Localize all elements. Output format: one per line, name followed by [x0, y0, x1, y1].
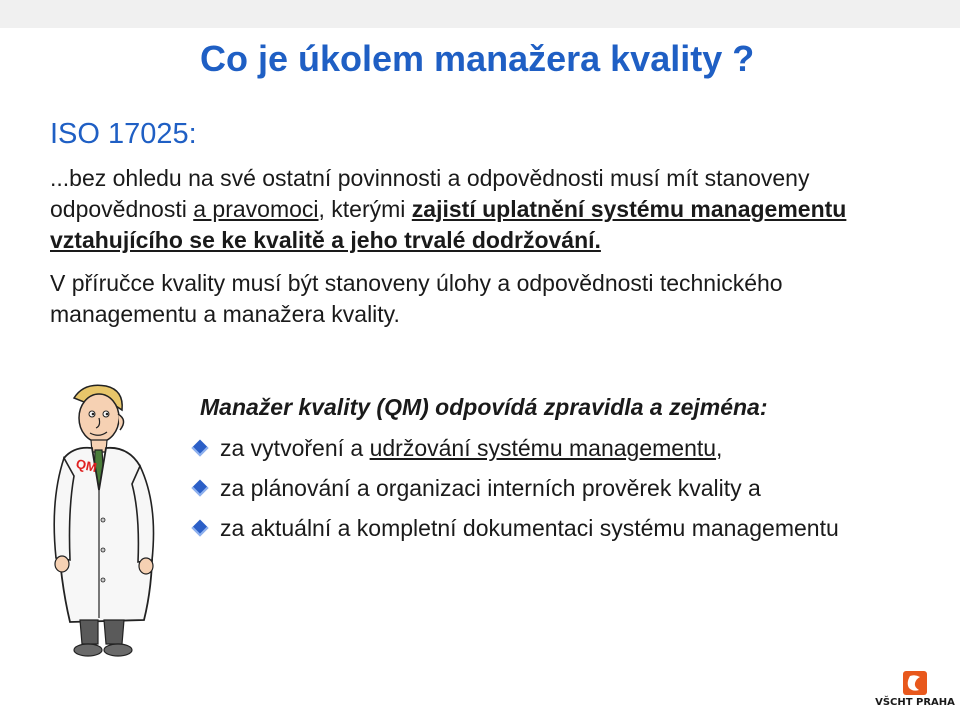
list-item-text: [220, 428, 722, 468]
diamond-bullet-icon: [192, 480, 209, 497]
qm-badge: QM: [74, 455, 99, 476]
vscht-logo-icon: [903, 671, 927, 695]
manual-paragraph: V příručce kvality musí být stanoveny úlohy a odpovědnosti technického managementu a manažera kvality.: [50, 270, 783, 327]
quote-text-underlined: a pravomoci: [193, 196, 319, 222]
quality-manager-illustration: [44, 380, 164, 665]
diamond-bullet-icon: [192, 440, 209, 457]
quote-text-2: , kterými: [318, 196, 412, 222]
quote-text-emphasis: zajistí uplatnění systému managementu vztahujícího se ke kvalitě a jeho trvalé dodržování.: [50, 196, 847, 253]
quality-manager-figure: [44, 380, 164, 665]
qm-responsibilities: [200, 392, 940, 548]
list-item: [200, 468, 940, 508]
quote-text-1: ...bez ohledu na své ostatní povinnosti a odpovědnosti musí mít stanoveny odpovědnosti: [50, 165, 810, 222]
top-bar: [0, 0, 960, 28]
list-item-text-part: za vytvoření a: [220, 435, 370, 461]
list-item-text: za aktuální a kompletní dokumentaci systému managementu: [220, 515, 839, 541]
diamond-bullet-icon: [192, 520, 209, 537]
qm-list: [200, 428, 940, 548]
logo-text: VŠCHT PRAHA: [875, 697, 955, 708]
iso-quote-paragraph: [50, 163, 930, 256]
list-item: [200, 508, 940, 548]
qm-heading: Manažer kvality (QM) odpovídá zpravidla a zejména:: [200, 394, 768, 420]
vscht-logo: [875, 671, 955, 709]
slide-title: Co je úkolem manažera kvality ?: [200, 38, 755, 79]
iso-label: ISO 17025:: [50, 118, 197, 150]
list-item-text: za plánování a organizaci interních prověrek kvality a: [220, 475, 761, 501]
list-item-text-underlined: udržování systému managementu: [369, 435, 717, 461]
list-item: [200, 428, 940, 468]
list-item-text-part: ,: [716, 435, 723, 461]
